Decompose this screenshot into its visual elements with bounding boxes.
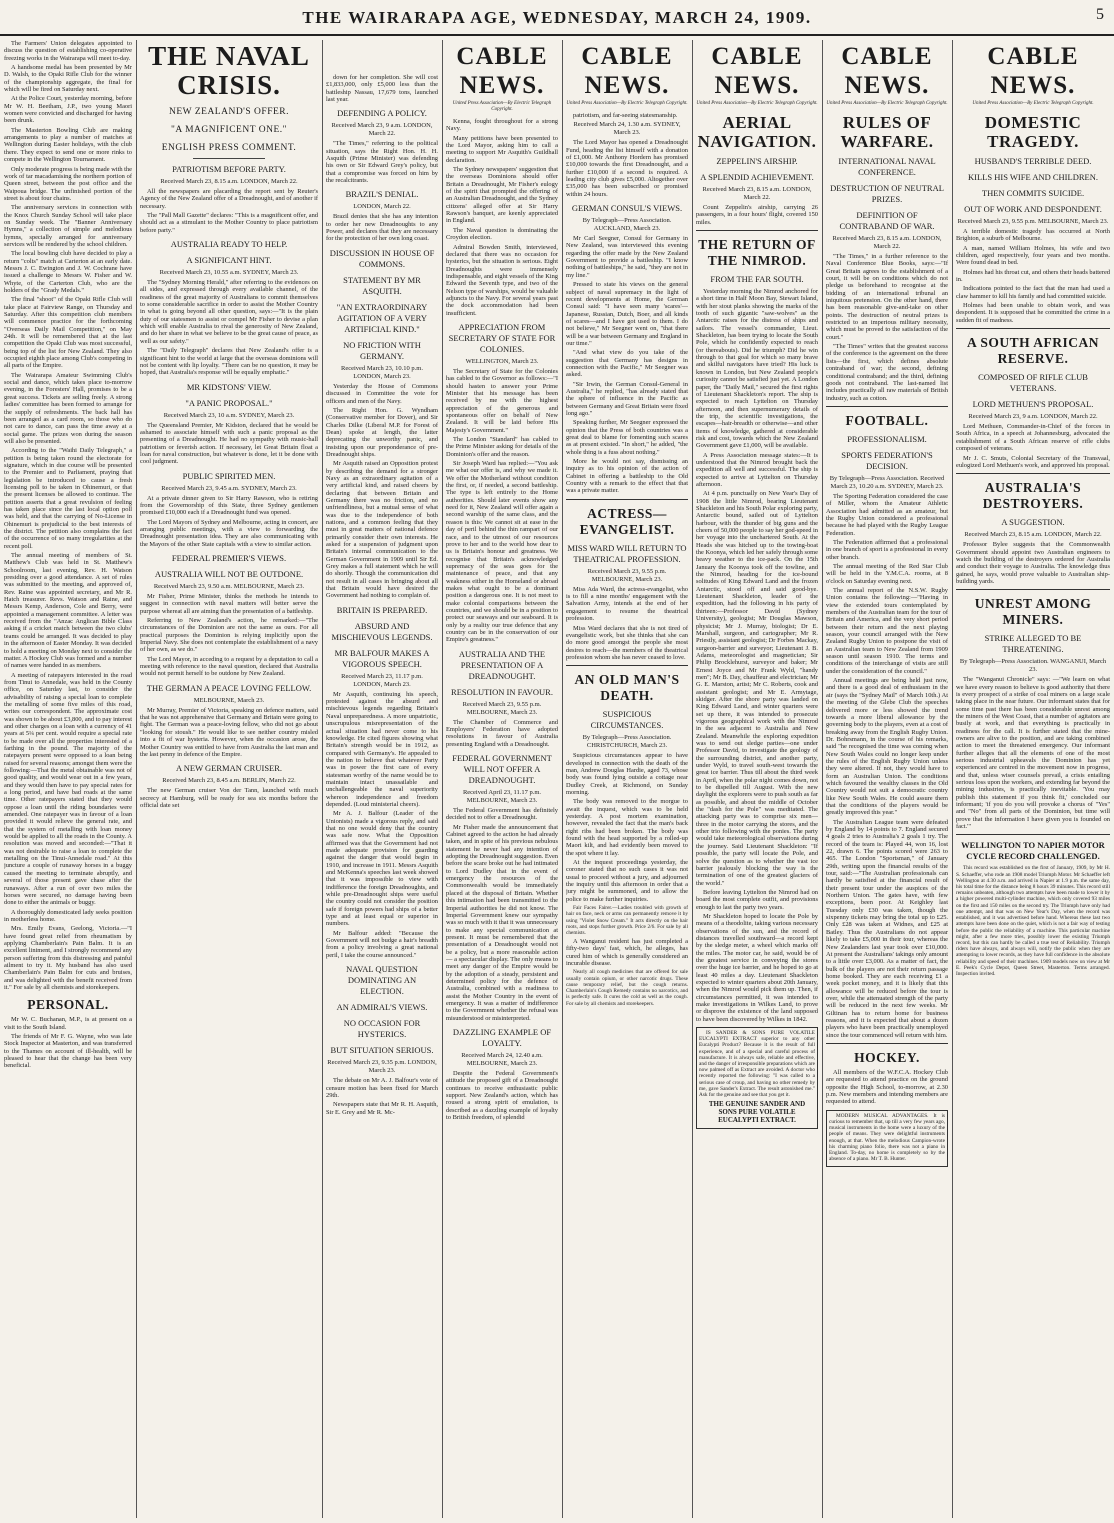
paragraph: A terrible domestic tragedy has occurred at North Brighton, a suburb of Melbourne. bbox=[956, 228, 1110, 243]
paragraph: The Right Hon. G. Wyndham (Conservative member for Dover), and Sir Charles Dilke (Liberal M.P. for Forest of Dean) spoke at length, the latter deprecating the unworthy panic, and insisting upon our preponderance of pre-Dreadnought ships. bbox=[326, 406, 438, 458]
paragraph: The Sporting Federation considered the case of Miller, whom the Amateur Athletic Association had admitted as an amateur, but the Rugby Union considered a professional because he had played with the Rugby League Federation. bbox=[826, 492, 948, 537]
paragraph: Mr J. C. Smuts, Colonial Secretary of the Transvaal, eulogized Lord Methuen's work, and approved his proposal. bbox=[956, 454, 1110, 469]
paragraph: Newspapers state that Mr R. H. Asquith, Sir E. Grey and Mr R. Mc- bbox=[326, 1101, 438, 1116]
column-7 bbox=[826, 40, 948, 1520]
column-6 bbox=[696, 40, 818, 1520]
paragraph: The Lord Mayor has opened a Dreadnought Fund, heading the list himself with a donation of £1,000. Mr Anthony Hordern has promised £10,000 towards the first Dreadnought, and a further £10,000 if a second is required. A leading city club gives £5,000. Altogether over £35,000 has been subscribed or promised within 24 hours. bbox=[566, 139, 688, 198]
dateline: WELLINGTON, March 23. bbox=[465, 357, 539, 365]
paragraph: The Farmers' Union delegates appointed to discuss the question of establishing co-operative freezing works in the Wairarapa will meet to-day. bbox=[4, 40, 132, 62]
credit-line: United Press Association—By Electric Telegraph Copyright. bbox=[566, 101, 688, 106]
paragraph: Indications pointed to the fact that the man had used a claw hammer to kill his family and had committed suicide. bbox=[956, 285, 1110, 300]
section-heading: A SIGNIFICANT HINT. bbox=[186, 255, 272, 266]
subheading: NEW ZEALAND'S OFFER. bbox=[169, 107, 289, 117]
paragraph: Lord Methuen, Commander-in-Chief of the forces in South Africa, in a speech at Johannesburg, advocated the establishment of a South African reserve of rifle clubs composed of veterans. bbox=[956, 423, 1110, 453]
credit-line: United Press Association—By Electric Telegraph Copyright. bbox=[696, 101, 818, 106]
section-heading: A NEW GERMAN CRUISER. bbox=[175, 763, 283, 774]
dateline: Received March 23, 11.17 p.m. LONDON, March 23. bbox=[341, 672, 423, 688]
paragraph: "And what view do you take of the suggestion that Germany has designs in connection with the Pacific," Mr Seegner was asked. bbox=[566, 349, 688, 379]
section-heading: APPRECIATION FROM SECRETARY OF STATE FOR COLONIES. bbox=[448, 321, 556, 354]
section-heading: INTERNATIONAL NAVAL CONFERENCE. bbox=[838, 156, 936, 177]
article-body bbox=[956, 541, 1110, 585]
dateline: By Telegraph—Press Association. Received March 23, 10.20 a.m. SYDNEY, March 23. bbox=[829, 474, 945, 490]
paragraph: The local bowling club have decided to play a return "colts" match at Carterton at an early date. Messrs J. C. Ewington and J. W. Cochrane have issued a challenge to Messrs W. Fisher and W. Whyte, of the Carterton Club, who are the holders of the "Grady Medals." bbox=[4, 250, 132, 294]
subheading: ENGLISH PRESS COMMENT. bbox=[161, 143, 297, 153]
paragraph: Mr Carl Seegner, Consul for Germany in New Zealand, was interviewed this evening regarding the offer made by the New Zealand Government to provide a battleship. "I know nothing of battleships," he said, "they are not in my line." bbox=[566, 235, 688, 279]
dateline: Received March 23, 9.50 a.m. MELBOURNE, March 23. bbox=[153, 583, 305, 590]
paragraph: Mr Murray, Premier of Victoria, speaking on defence matters, said that he was not apprehensive that Germany and Britain were going to fight. The German was a peace-loving fellow, who did not go about "looking for stoush." He would like to see neither country misled into a fit of war hysteria. However, when the occasion arose, the Mother Country was entitled to have from Australia the last man and the last penny in defence of the Empire. bbox=[140, 706, 318, 758]
article-body bbox=[566, 235, 688, 495]
dateline: Received March 23, 8.15 a.m. LONDON, March 22. bbox=[702, 186, 812, 201]
paragraph: The new German cruiser Von der Tann, launched with much secrecy at Hamburg, will be ready for sea six months before the official date set bbox=[140, 787, 318, 809]
section-heading: ABSURD AND MISCHIEVOUS LEGENDS. bbox=[331, 620, 433, 642]
article-body bbox=[326, 140, 438, 184]
dateline: Received March 23, 10.10 p.m. LONDON, March 23. bbox=[341, 364, 423, 380]
paragraph: The "Pall Mall Gazette" declares: "This is a magnificent offer, and should act as a stimulant to the Mother Country to place patriotism before party." bbox=[140, 212, 318, 234]
article-body bbox=[956, 865, 1110, 977]
section-heading: A SUGGESTION. bbox=[1001, 517, 1065, 528]
subheading: "A MAGNIFICENT ONE." bbox=[170, 125, 287, 135]
section-heading: MISS WARD WILL RETURN TO THEATRICAL PROFESSION. bbox=[567, 542, 687, 564]
paragraph: The Sydney newspapers' suggestion that the overseas Dominions should offer Britain a Dreadnought, Mr Fisher's eulogy of the spirit that prompted the offering of an Australian Dreadnought, and the Sydney citizens' alleged offer at Sir Harry Rawson's banquet, are keenly appreciated in England. bbox=[446, 166, 558, 225]
column-rule bbox=[562, 40, 563, 1518]
cable-news-heading: CABLE NEWS. bbox=[711, 43, 803, 99]
section-heading: MR BALFOUR MAKES A VIGOROUS SPEECH. bbox=[334, 647, 430, 669]
paragraph: "Sir Irwin, the German Consul-General in Australia," he replied, "has already stated that the sphere of influence in the Pacific as between Germany and Great Britain were fixed long ago." bbox=[566, 380, 688, 417]
dateline: By Telegraph—Press Association. CHRISTCHURCH, March 23. bbox=[582, 734, 672, 750]
paragraph: The Chamber of Commerce and Employers' Federation have adopted resolutions in favour of Australia presenting England with a Dreadnought. bbox=[446, 718, 558, 748]
section-heading: NAVAL QUESTION DOMINATING AN ELECTION. bbox=[346, 964, 418, 997]
section-heading: RESOLUTION IN FAVOUR. bbox=[451, 686, 553, 697]
dateline: Received March 23, 8.15 a.m. LONDON, March 22. bbox=[832, 235, 942, 250]
paragraph: Count Zeppelin's airship, carrying 26 passengers, in a four hours' flight, covered 150 miles. bbox=[696, 204, 818, 226]
section-heading: HUSBAND'S TERRIBLE DEED. bbox=[974, 156, 1092, 166]
paragraph: Before leaving Lyttelton the Nimrod had on board the most complete outfit, and provisions enough to last the party two years. bbox=[696, 888, 818, 911]
article-body bbox=[326, 1077, 438, 1116]
cable-news-heading: CABLE NEWS. bbox=[841, 43, 933, 99]
credit-line: United Press Association—By Electric Telegraph Copyright. bbox=[452, 101, 552, 112]
dateline: By Telegraph—Press Association. WANGANUI, March 23. bbox=[959, 658, 1107, 674]
article-body bbox=[956, 228, 1110, 324]
article-body bbox=[566, 938, 688, 967]
section-heading: "A PANIC PROPOSAL." bbox=[185, 397, 273, 408]
article-body bbox=[826, 493, 948, 1039]
paragraph: Mr Balfour added: "Because the Government will not budge a hair's breadth from a policy involving a great national peril, I take the course announced." bbox=[326, 929, 438, 959]
paragraph: A handsome medal has been presented by Mr D. Walsh, to the Opaki Rifle Club for the winner of the championship aggregate, the final for which will be fired on Saturday next. bbox=[4, 64, 132, 94]
dateline: Received March 23, 9.55 p.m. MELBOURNE, March 23. bbox=[957, 218, 1109, 225]
paragraph: The Lord Mayors of Sydney and Melbourne, acting in concert, are arranging public meetings, with a view to forwarding the Dreadnought presentation idea. They are also communicating with the Mayors of the other State capitals with a view to similar action. bbox=[140, 518, 318, 548]
article-body bbox=[446, 1070, 558, 1121]
section-heading: A SPLENDID ACHIEVEMENT. bbox=[700, 172, 814, 182]
paragraph: The "Sydney Morning Herald," after referring to the evidences on all sides, and expressed through every available channel, of the readiness of the great majority of Australians to commit themselves to some considerable sacrifice in order to assist the Mother Country in what is going beyond all other question, says:—"It is the plain duty of our statesmen to assist or compel Mr Fisher to devise a plan which will enable Australia to rival the generosity of New Zealand, and do her share in what we believe to be the great cause of peace, as well as our safety." bbox=[140, 279, 318, 345]
dateline: Received March 23, 8.45 a.m. BERLIN, March 22. bbox=[162, 777, 296, 785]
paragraph: Pressed to state his views on the general subject of naval supremacy in the light of recent developments at Home, the German Consul said: "I have seen many 'scares'—Japanese, Russian, Dutch, Boer, and all kinds of scares—and I have got used to them. I do not believe," Mr Seegner went on, "that there will be a war between Germany and England in our time." bbox=[566, 281, 688, 347]
article-body bbox=[140, 787, 318, 809]
paragraph: The annual report of the N.S.W. Rugby Union contains the following:—"Having in view the extended tours contemplated by members of the Australian team for the tour of Britain and America, and the very short period between their return and the next playing season, your council arranged with the New Zealand Rugby Union to postpone the visit of an Australian team to New Zealand from 1909 season until season 1910. The terms and conditions of the interchange of visits are still under the consideration of the council." bbox=[826, 587, 948, 675]
advertisement-title: THE GENUINE SANDER AND SONS PURE VOLATILE EUCALYPTI EXTRACT. bbox=[708, 1100, 806, 1125]
article-body bbox=[446, 368, 558, 644]
dateline: Received March 23, 9 a.m. LONDON, March 22. bbox=[968, 413, 1098, 421]
paragraph: Only moderate progress is being made with the work of tar macadamising the northern portion of Queen street, between the post office and the Waipoua bridge. The unfinished portion of the street is about four chains. bbox=[4, 165, 132, 202]
section-heading: STATEMENT BY MR ASQUITH. bbox=[343, 274, 421, 296]
dateline: By Telegraph—Press Association. AUCKLAND, March 23. bbox=[582, 217, 672, 233]
section-heading: SPORTS FEDERATION'S DECISION. bbox=[841, 449, 933, 471]
cable-news-heading: CABLE NEWS. bbox=[456, 43, 548, 99]
paragraph: Many petitions have been presented to the Lord Mayor, asking him to call a meeting to support Mr Asquith's Guildhall declaration. bbox=[446, 134, 558, 164]
section-heading: "AN EXTRAORDINARY AGITATION OF A VERY ARTIFICIAL KIND." bbox=[336, 301, 428, 334]
section-heading: NO FRICTION WITH GERMANY. bbox=[343, 339, 421, 361]
personal-heading: PERSONAL. bbox=[27, 997, 109, 1013]
paragraph: Mr W. C. Buchanan, M.P., is at present on a visit to the South Island. bbox=[4, 1016, 132, 1031]
article-body bbox=[326, 74, 438, 103]
paragraph: At 4 p.m. punctually on New Year's Day of 1908 the little Nimrod, bearing Lieutenant Shackleton and his South Polar exploring party, Antarctic bound, sailed out of Lyttelton harbour, with the thunder of big guns and the cheers of 50,000 people to say her god-speed in her voyage into the unchartered South. At the Heads she was hitched up to the towing-boat the Koonya, which led her safely through some heavy weather to the ice-pack. On the 15th January the Koonya took off the towline, and the Nimrod, heading for the ice-bound solitudes of King Edward Land and the frozen Antarctic, stood off and said good-bye. Lieutenant Shackleton, leader of the expedition, had the following in his party of thirteen:—Professor David (Sydney University), geologist; Mr Douglas Mawson, physicist; Mr J. Murray, biologist; Dr E. Marshall, surgeon, and cartographer; Mr R. Priestly, assistant geologist; Dr Forbes Mackay, surgeon-barrier and surveyor; Lieutenant J. B. Adams, meteorologist and magnetician; Sir Philip Brocklehurst, surveyor and baker; Mr Ernest Joyce and Mr Frank Wyld, "handy men"; Mr B. Day, chauffeur and electrician; Mr G. E. Marston, artist; Mr C. Roberts, cook and assistant geologist; and Mr E. Armytage, skidger. After the shore party was landed on King Edward Land, and winter quarters were set up there, it was intended to prosecute vigorous geographical work with the Nimrod in the sea adjacent to Australia and New Zealand. Meanwhile the exploring expedition was to send out sledge parties—one under Professor David, to investigate the geology of the surrounding district, and another party, under Wyld, to travel south-west towards the great ice barrier. Thus till about the third week in April, when the polar night comes down, not to be dispelled till August. With the new daylight the explorers were to push south as far as possible, and about the middle of October the "dash for the Pole" was meditated. The attacking party was to comprise six men—three in the motor carrying the stores, and the other trio following with the ponies. The party would take meteorological observations during the journey. Said Lieutenant Shackleton: "If possible, the party will locate the Pole, and solve the question as to whether the vast ice barrier jealously blocking the way is the termination of one of the greatest glaciers of the world." bbox=[696, 490, 818, 887]
paragraph: All the newspapers are placarding the report sent by Reuter's Agency of the New Zealand offer of a Dreadnought, and of another if necessary. bbox=[140, 188, 318, 210]
article-body bbox=[326, 383, 438, 600]
paragraph: Professor Bylee suggests that the Commonwealth Government should appoint two Australian engineers to watch the building of the destroyers ordered for Australia and conduct their voyage to Australia. The knowledge thus gained, he says, would prove valuable to Australian ship-building yards. bbox=[956, 541, 1110, 585]
paragraph: The Queensland Premier, Mr Kidston, declared that he would be ashamed to associate himself with such a panic proposal as the presenting of a Dreadnought. He had no sympathy with music-hall patriotism or feverish action. If necessary, let Great Britain float a loan for naval construction, but whatever is done, let it be done with cool judgment. bbox=[140, 421, 318, 466]
paragraph: The Naval question is dominating the Croydon election. bbox=[446, 226, 558, 242]
article-body bbox=[826, 1069, 948, 1106]
paragraph: "The Times," referring to the political situation, says the Right Hon. H. H. Asquith (Prime Minister) was defending his own or Sir Edward Grey's policy, but that a compromise was forced on him by the recalcitrants. bbox=[326, 140, 438, 185]
section-heading: MR KIDSTONS' VIEW. bbox=[186, 381, 272, 392]
dateline: Received March 23, 9.35 p.m. LONDON, March 23. bbox=[327, 1059, 437, 1075]
section-heading-large: HOCKEY. bbox=[854, 1049, 920, 1065]
section-heading-large: RULES OF WARFARE. bbox=[840, 113, 934, 151]
section-heading-large: AN OLD MAN'S DEATH. bbox=[574, 672, 680, 704]
paragraph: The anniversary services in connection with the Knox Church Sunday School will take place on Sunday week. The "Banner Anniversary Hymns," a collection of simple and melodious hymns, specially arranged for anniversary services will be rendered by the school children. bbox=[4, 204, 132, 248]
column-rule bbox=[952, 40, 953, 1518]
paragraph: This record was established on the first of January, 1909, by Mr H. S. Schaeffer, who rode an 1908 model Triumph Motor. Mr Schaeffer left Wellington at 4.30 a.m. and arrived in Napier at 1.9 p.m. the same day, his total time for the distance being 8 hours 39 minutes. This record still remains unbeaten, although two attempts have been made to lower it by a higher powered multi-cylinder machine, which only covered 93 miles on the first and 150 miles on the second try. The Triumph have only had one attempt, and that was on New Year's Day, when the record was established, and it was advertised before hand. Whereas these last two attempts have been done on the quiet, which is not a fair way of testing before the public the reliability of a machine. This particular machine might, after a few more tries, possibly lower the existing Triumph record, but this can hardly be called a true test of Reliability. Triumph riders have always, and always will, notify the public when they are attempting to lower records, as they have full confidence in the absolute reliability and speed of their machines. 1909 models now on view at Mr E. Peek's Cycle Depot, Queen Street, Masterton. Terms arranged. Inspection invited. bbox=[956, 865, 1110, 977]
paragraph: More he would not say, dismissing an inquiry as to his opinion of the action of Cabinet in offering a battleship to the Old Country with a remark to the effect that that was a private matter. bbox=[566, 458, 688, 495]
paragraph: The Federal Government has definitely decided not to offer a Dreadnought. bbox=[446, 807, 558, 822]
section-heading: THE GERMAN A PEACE LOVING FELLOW. bbox=[146, 682, 312, 693]
advertisement: Fair Faces Fairer.—Ladies troubled with growth of hair on face, neck or arms can permanently remove it by using "Violet Snow Cream." It acts directly on the hair roots, and stops further growth. Price 2/6. For sale by all chemists. bbox=[566, 905, 688, 936]
dateline: Received March 24, 12.40 a.m. MELBOURNE, March 23. bbox=[461, 1052, 543, 1067]
column-4 bbox=[446, 40, 558, 1520]
dateline: Received March 23, 9.55 p.m. MELBOURNE, March 23. bbox=[587, 567, 667, 583]
paragraph: According to the "Waihi Daily Telegraph," a petition is being taken round the electorate for signature, which in due course will be presented to the Premier and to Parliament, praying that legislation be introduced to cause a fresh licensing poll to be taken in Ohinemuri, or that the present licenses be allowed to continue. The petition asserts that a great revulsion of feeling has taken place since the last local option poll was held, and that the carrying of No-License in Ohinemuri is prejudicial to the best interests of the district. The petition also complains the fact of the occurrence of so many irregularities at the recent poll. bbox=[4, 447, 132, 550]
column-rule bbox=[822, 40, 823, 1518]
paragraph: A meeting of ratepayers interested in the road from Tinui to Annedale, was held in the County office, on Saturday last, to consider the advisability of raising a special loan to complete the metalling of some five miles of this road, writes our correspondent. The approximate cost was shown to be about £3,800, and to pay interest and other charges on a loan with a currency of 41 years at 5¼ per cent. would require a special rate to be made over all the properties interested of a farthing in the pound. The majority of the ratepayers present were opposed to a loan being raised for several reasons; amongst them were the following:—That the metal obtainable was not of good quality, and would wear out in a few years, and they would then have to pay special rates for a long period, and have bad roads at the same time. Other ratepayers stated that they would oppose a loan until the riding boundaries were amended. One ratepayer was in favour of a loan provided it would relieve the general rate, and that the system of metalling with loan money would be applied to all the roads in the County. A resolution was moved and seconded:—"That it was not desirable to raise a loan to complete the metalling on the Tinui-Annedale road." At this juncture a couple of runaway horses in a buggy caused the meeting to terminate abruptly, and several of those present gave chase after the runaways. After a run of over two miles the horses were secured, no damage having been done to either the animals or buggy. bbox=[4, 671, 132, 907]
paragraph: The "Daily Telegraph" declares that New Zealand's offer is a significant hint to the world at large that the overseas dominions will not be content with lip loyalty. "There can be no question, it may be hoped, that Australia's response will be equally emphatic." bbox=[140, 347, 318, 377]
column-rule bbox=[692, 40, 693, 1518]
article-body bbox=[566, 586, 688, 661]
masthead bbox=[0, 0, 1114, 36]
section-heading: DESTRUCTION OF NEUTRAL PRIZES. bbox=[830, 183, 944, 204]
paragraph: Miss Ada Ward, the actress-evangelist, who is to fill a nine months' engagement with the Salvation Army, intends at the end of her engagement to resume the theatrical profession. bbox=[566, 585, 688, 623]
paragraph: The Australian League team were defeated by England by 14 points to 7. England secured 4 goals 2 tries to Australia's 2 goals 1 try. The record of the team is: Played 44, won 16, lost 22, drawn 6. The points scored were 263 to 465. The London "Sportsman," of January 29th, writing upon the financial results of the tour, said:—"The Australian professionals can hardly be satisfied at the financial result of their present tour under the auspices of the Northern Union. The gates have, with few exceptions, been poor. At Keighley last Tuesday only £30 was taken, though the sixpenny tickets may bring the total up to £25. Only £28 was taken at Widnes, and £25 at Batley. Thus the Australians do not appear likely to take £5,000 in their tour, whereas the New Zealanders last year took over £10,000. At present the Australians' takings only amount to a little over £3,000. As a matter of fact, the bulk of the players are not their return passage home booked. They are each receiving £1 a week pocket money, and it is likely that this allowance will be reduced before the tour is over, while the attenuated strength of the party will be reduced in the next few weeks. Mr Giltinan has to return home for business reasons, and it is expected that about a dozen players who have been practically unemployed since the tour commenced will return with him. bbox=[826, 818, 948, 1039]
dateline: Received March 24, 1.30 a.m. SYDNEY, March 23. bbox=[573, 121, 681, 137]
paragraph: Suspicious circumstances appear to have developed in connection with the death of the man, Andrew Douglas Hardie, aged 73, whose body was found lying outside a cottage near Dudley Creek, at Richmond, on Sunday morning. bbox=[566, 752, 688, 796]
article-body bbox=[446, 719, 558, 748]
section-heading: THEN COMMITS SUICIDE. bbox=[981, 188, 1085, 198]
section-heading: WELLINGTON TO NAPIER MOTOR CYCLE RECORD CHALLENGED. bbox=[961, 840, 1105, 862]
paragraph: "The Times," in a further reference to the Naval Conference Blue Books, says:—"If Great Britain agrees to the establishment of a court, it will be on conditions which do not pledge us beforehand to recognise at the bidding of an international tribunal an iniquitous pretension. On the other hand, there has been reasonable give-and-take on other points. The destruction of neutral prizes is restricted to an imperious military necessity, which must be proved to the satisfaction of the court." bbox=[826, 253, 948, 341]
dateline: Received March 23, 10 a.m. SYDNEY, March 23. bbox=[163, 411, 295, 419]
paragraph: The body was removed to the morgue to await the inquest, which was to be held yesterday. A post mortem examination, however, revealed the fact that the man's back right ribs had been broken. The body was found with the head supported by a rolled-up Maori kilt, and had evidently been moved to the spot where it lay. bbox=[566, 798, 688, 857]
column-2 bbox=[140, 40, 318, 1520]
article-body bbox=[956, 676, 1110, 830]
credit-line: United Press Association—By Electric Telegraph Copyright. bbox=[972, 101, 1094, 106]
paragraph: The annual meeting of the Red Star Club will be held in the Y.M.C.A. rooms, at 8 o'clock on Saturday evening next. bbox=[826, 562, 948, 585]
paragraph: A Press Association message states:—It is understood that the Nimrod brought back the expedition all well and successful. The ship is expected to arrive at Lyttelton on Thursday afternoon. bbox=[696, 451, 818, 488]
article-body bbox=[566, 139, 688, 198]
section-heading-large: DOMESTIC TRAGEDY. bbox=[984, 113, 1082, 151]
paragraph: A Wanganui resident has just completed a fifty-two days' fast, which, he alleges, has cured him of which is generally considered an incurable disease. bbox=[566, 938, 688, 968]
section-heading: AUSTRALIA WILL NOT BE OUTDONE. bbox=[154, 569, 304, 579]
dateline: Received March 23, 9 a.m. LONDON, March 22. bbox=[331, 122, 433, 138]
paragraph: Yesterday the House of Commons discussed in Committee the vote for officers and men of the Navy. bbox=[326, 382, 438, 405]
column-1 bbox=[4, 40, 132, 1520]
paragraph: patriotism, and far-seeing statesmanship. bbox=[573, 112, 678, 119]
section-heading: ZEPPELIN'S AIRSHIP. bbox=[716, 156, 798, 166]
section-heading: SUSPICIOUS CIRCUMSTANCES. bbox=[590, 709, 664, 731]
article-body bbox=[140, 279, 318, 376]
dateline: Received March 23, 9.55 p.m. MELBOURNE, March 23. bbox=[462, 700, 542, 716]
paragraph: Despite the Federal Government's attitude the proposed gift of a Dreadnought continues to receive enthusiastic public support. New Zealand's action, which has roused a strong spirit of emulation, is described as a dazzling example of loyalty to British freedom, of splendid bbox=[446, 1070, 558, 1122]
section-heading: AN ADMIRAL'S VIEWS. bbox=[336, 1002, 428, 1013]
dateline: LONDON, March 22. bbox=[353, 203, 411, 211]
column-3 bbox=[326, 40, 438, 1520]
section-heading: DAZZLING EXAMPLE OF LOYALTY. bbox=[452, 1027, 552, 1048]
section-heading: DEFENDING A POLICY. bbox=[337, 108, 427, 119]
column-rule bbox=[442, 40, 443, 1518]
section-heading: PROFESSIONALISM. bbox=[847, 433, 927, 444]
paragraph: The final "shoot" of the Opaki Rifle Club will take place at Fairview Range, on Thursday and Saturday. After this competition club members will commence practice for the forthcoming "Overseas Daily Mail Competition," on May 24th. It will be remembered that at the last competition the Opaki Club was most successful, being top of the list for New Zealand. They also occupied eighth place among Club's competing in all parts of the Empire. bbox=[4, 296, 132, 370]
article-body bbox=[140, 422, 318, 466]
section-heading: DISCUSSION IN HOUSE OF COMMONS. bbox=[329, 247, 435, 269]
paragraph: Sir Joseph Ward has replied:—"You ask me what our offer is, and why we made it. We offer the Motherland without condition the first, or, if needed, a second battleship. The type is left entirely to the Home authorities. Should later events show any need for it, New Zealand will offer again a second warship of the same class, and the reason is this: We cannot sit at ease in the day of peril behind the thin rampart of our race, and to the utmost of our resources prove to her and to the world how dear to us is Britain's honour and greatness. We recognise that Britain's acknowledged supremacy of the seas goes for the maintenance of peace, and that any weakness either in the Homeland or abroad makes what ought to be a dominant position a dangerous one. It is not meet to make colonial comparisons between the countries, and we should be in a position to protect our seaways and our seaboard. It is only by a reality our true defence that any country can be in the conservation of our Empire's greatness." bbox=[446, 460, 558, 644]
paragraph: Holmes had his throat cut, and others their heads battered in. bbox=[956, 268, 1110, 284]
paragraph: The debate on Mr A. J. Balfour's vote of censure motion has been fixed for March 29th. bbox=[326, 1077, 438, 1099]
paragraph: Holmes had been unable to obtain work, and was despondent. It is supposed that he committed the crime in a sudden fit of madness. bbox=[956, 302, 1110, 324]
section-heading: BRAZIL'S DENIAL. bbox=[345, 189, 419, 200]
advertisement: IS SANDER & SONS PURE VOLATILE EUCALYPTI EXTRACT superior to any other Eucalypti Product? Because it is the result of full experience, and of a special and careful process of manufacture. It is always safe, reliable and effective, and the danger of irresponsible preparations which are now palmed off as Extract are avoided. A doctor who recently reported the following: "I was called to a serious case of croup, and having no other remedy by me, gave Sander's Extract. The result astonished me." Ask for the genuine and see that you get it. bbox=[699, 1030, 815, 1099]
section-heading: PUBLIC SPIRITED MEN. bbox=[182, 470, 276, 481]
paragraph: Yesterday morning the Nimrod anchored for a short time in Half Moon Bay, Stewart Island, with her stout planks showing the marks of the tooth of such gigantic "saw-wolves" as the Antarctic raises for the distress of ships and sailors. The vessel's commander, Lieut. Shackleton, has been trying to locate the South Pole, which he confidently expected to reach (or thereabouts). Did he triumph? Did he win through to that goal for which so many brave and skilful navigators have tried? His luck is known in London, but New Zealand people's curiosity cannot be satisfied just yet. A London paper, the "Daily Mail," secured the first rights of Lieutenant Shackleton's report. The ship is expected to reach Lyttelton on Thursday afternoon, and then supernumerary details of the trip, the scientific investigations, the escapes—hair-breadth or otherwise—and other items of knowledge, gathered at considerable risk and cost, towards which the New Zealand Government gave £1,000, will be available. bbox=[696, 288, 818, 450]
paragraph: Mr Fisher, Prime Minister, thinks the methods he intends to suggest in connection with naval matters will better serve the purpose whereat all are aiming than the presentation of a battleship. bbox=[140, 593, 318, 615]
section-heading: AUSTRALIA AND THE PRESENTATION OF A DREADNOUGHT. bbox=[458, 648, 546, 681]
article-body bbox=[566, 752, 688, 903]
dateline: Received March 23, 8.15 a.m. LONDON, March 22. bbox=[160, 178, 298, 185]
column-rule bbox=[136, 40, 137, 1518]
dateline: Received April 23, 11.17 p.m. MELBOURNE, March 23. bbox=[462, 789, 542, 805]
section-heading: DEFINITION OF CONTRABAND OF WAR. bbox=[839, 210, 935, 231]
section-heading: COMPOSED OF RIFLE CLUB VETERANS. bbox=[978, 372, 1088, 394]
article-body bbox=[326, 213, 438, 242]
article-body bbox=[140, 593, 318, 678]
article-body bbox=[826, 253, 948, 402]
article-body bbox=[566, 112, 688, 119]
column-8 bbox=[956, 40, 1110, 1520]
paragraph: A thoroughly domesticated lady seeks position in motherless home. bbox=[4, 908, 132, 923]
article-body bbox=[696, 204, 818, 226]
section-heading-large: AUSTRALIA'S DESTROYERS. bbox=[982, 480, 1084, 512]
column-rule bbox=[322, 40, 323, 1518]
section-heading: NO OCCASION FOR HYSTERICS. bbox=[343, 1018, 421, 1040]
paragraph: Kenna, fought throughout for a strong Navy. bbox=[446, 118, 558, 133]
section-heading: FEDERAL PREMIER'S VIEWS. bbox=[171, 553, 287, 563]
paragraph: All members of the W.F.C.A. Hockey Club are requested to attend practice on the ground opposite the High School, to-morrow, at 2.30 p.m. New members and intending members are requested to attend. bbox=[826, 1068, 948, 1106]
cable-news-heading: CABLE NEWS. bbox=[987, 43, 1079, 99]
section-heading: OUT OF WORK AND DESPONDENT. bbox=[964, 204, 1102, 214]
cable-news-heading: CABLE NEWS. bbox=[581, 43, 673, 99]
dateline: Received March 23, 10.55 a.m. SYDNEY, March 23. bbox=[159, 269, 299, 277]
section-heading-large: UNREST AMONG MINERS. bbox=[974, 596, 1092, 628]
section-heading: LORD METHUEN'S PROPOSAL. bbox=[972, 399, 1094, 410]
paragraph: The friends of Mr F. G. Wayne, who was late Stock Inspector at Masterton, and was transferred to the Thames on account of ill-health, will be pleased to hear that the change has been very beneficial. bbox=[4, 1033, 132, 1070]
paragraph: Admiral Bowden Smith, interviewed, declared that there was no occasion for hysterics, but the situation is serious. Eight Dreadnoughts were immensely indispensable, and eight vessels of the King Edward the Seventh type, and two of the Nelson type of warships, would be valuable adjuncts to the Navy. For several years past the dock accommodation had been insufficient. bbox=[446, 243, 558, 317]
naval-crisis-headline: THE NAVAL CRISIS. bbox=[148, 41, 310, 100]
article-body bbox=[140, 188, 318, 234]
section-heading-large: ACTRESS—EVANGELIST. bbox=[579, 505, 675, 537]
section-heading: BRITAIN IS PREPARED. bbox=[336, 604, 428, 615]
section-heading: AUSTRALIA READY TO HELP. bbox=[170, 239, 288, 250]
paragraph: Speaking further, Mr Seegner expressed the opinion that the Press of both countries was a great deal to blame for fomenting such scares as at present existed. "In short," he added, "the whole thing is a fuss about nothing." bbox=[566, 419, 688, 456]
paragraph: Referring to New Zealand's action, he remarked:—"The circumstances of the Dominion are not the same as ours. For all practical purposes the Dominion is relying implicitly upon the Imperial Navy. She does not contemplate the establishment of a navy of her own, as we do." bbox=[140, 617, 318, 654]
section-heading-large: THE RETURN OF THE NIMROD. bbox=[698, 237, 816, 269]
page-number: 5 bbox=[1096, 6, 1104, 23]
section-heading: BUT SITUATION SERIOUS. bbox=[330, 1045, 434, 1056]
section-heading: STRIKE ALLEGED TO BE THREATENING. bbox=[984, 633, 1082, 655]
section-heading: FROM THE FAR SOUTH. bbox=[710, 274, 804, 285]
paragraph: The London "Standard" has cabled to the Prime Minister asking for details of the Dominion's offer and the reason. bbox=[446, 436, 558, 458]
column-5 bbox=[566, 40, 688, 1520]
paragraph: Mr Shackleton hoped to locate the Pole by means of a theodolite, taking various necessary observations of the sun, and the record of distances travelled southward—a record kept by the sledge meter, a wheel which marks off the miles. The motor car, he said, would be of the greatest service in conveying the stores over the huge ice barrier, and he hoped to go at least 40 miles a day. Lieutenant Shackleton expected to winter quarters about 20th January, when the Nimrod would pick them up. Then, if circumstances permitted, it was intended to make investigations in Wilkes Land, to prove or disprove the existence of the land supposed to have been discovered by Wilkes in 1842. bbox=[696, 912, 818, 1023]
local-news bbox=[4, 40, 132, 991]
article-body bbox=[696, 288, 818, 1023]
paragraph: Mrs. Emily Evans, Geelong, Victoria.—"I have found great relief from rheumatism by applying Chamberlain's Pain Balm. It is an excellent liniment, and I strongly recommend any person suffering from this distressing and painful ailment to try it. My husband has also used Chamberlain's Pain Balm for cuts and bruises, and was delighted with the benefit received from it." For sale by all chemists and storekeepers. bbox=[4, 925, 132, 991]
paragraph: At the inquest proceedings yesterday, the coroner stated that no such cases it was not usual to proceed without a jury, and adjourned the inquiry until this afternoon in order that a jury might be summoned, and to allow the police to make further inquiries. bbox=[566, 859, 688, 903]
advertisement: MODERN MUSICAL ADVANTAGES. It is curious to remember that, up till a very few years ago, musical instruments in the home were a luxury of the people of means. They were delightful instruments enough, at that. When the melodious Campion-wrote his charming piano folio, there was not a piano in England. To-day, no home is completely so by the absence of a piano. Mr T. B. Hunter. bbox=[829, 1112, 945, 1163]
section-heading-large: FOOTBALL. bbox=[845, 412, 929, 428]
paragraph: The "Wanganui Chronicle" says: —"We learn on what we have every reason to believe is good authority that there is every prospect of a strike of coal miners on a large scale taking place in the near future. Our informant states that for some time past there has been considerable unrest among the miners of the West Coast, that a number of agitators are busily at work, and that everything is practically in readiness for the call. It is further stated that the mine-owners are alive to the position, and are taking combined action to meet the threatened emergency. Our informant further alleges that all the elements of one of the most serious industrial upheavals the Dominion has yet experienced are centred in the movement now in progress, and that, unless wiser counsels prevail, a crisis entailing serious loss upon the workers, and extending far beyond the mining industries, is practically inevitable. 'You may publish this statement if you think fit,' concluded our informant; 'if you do you will provoke a chorus of "Yes" and "No" from all parts of the Dominion, but time will prove that the information I have given you is founded on fact.'" bbox=[956, 676, 1110, 831]
paragraph: The annual meeting of members of St. Matthew's Club was held in St. Matthew's Schoolroom, last evening, Rev. H. Watson presiding over a good attendance. A set of rules was submitted to the meeting, and approved of, Rev. Raine was appointed secretary, and Mr R. Hatch treasurer. Revs. Watson and Raine, and Messrs Kemp, Anderson, Cole and Berry, were appointed a management committee. A letter was received from the "Anzac Anglican Bible Class asking if a cricket match between the two clubs' teams could be arranged. It was decided to play in the afternoon of Easter Monday. It was decided to hold a meeting on Monday next to consider the matter. A Hockey Club was formed and a number of names were handed in as members. bbox=[4, 552, 132, 670]
paragraph: Brazil denies that she has any intention to order her new Dreadnoughts to any Power, and declares that they are necessary for the protection of her own long coast. bbox=[326, 213, 438, 243]
paragraph: The Federation affirmed that a professional in one branch of sport is a professional in every other branch. bbox=[826, 538, 948, 561]
paragraph: At a private dinner given to Sir Harry Rawson, who is retiring from the Governorship of this State, three Sydney gentlemen promised £10,000 each if a Dreadnought fund was opened. bbox=[140, 494, 318, 517]
masthead-title: THE WAIRARAPA AGE, WEDNESDAY, MARCH 24, 1909. bbox=[302, 8, 812, 27]
dateline: Received March 23, 9.45 a.m. SYDNEY, March 23. bbox=[161, 484, 297, 492]
section-heading: PATRIOTISM BEFORE PARTY. bbox=[172, 164, 286, 174]
article-body bbox=[446, 807, 558, 1022]
section-heading-large: AERIAL NAVIGATION. bbox=[697, 113, 817, 151]
paragraph: Mr Fisher made the announcement that Cabinet agreed to the action he had already taken, and in spite of his previous nebulous statement he never had any intention of adopting the Dreadnought suggestion. Even before the scare broke out he had intimated to Lord Dudley that in the event of emergency the resources of the Commonwealth would be immediately placed at the disposal of Britain. Whether this intimation had been transmitted to the Imperial authorities he did not know. The Imperial Government knew our sympathy was so much with it that it was unnecessary to make any special communication at present. It must be remembered that the presentation of a Dreadnought would not be a policy, but a more reasonable action — a spectacular display. The only means to meet any danger of the Empire would be by the adoption of a steady, persistent and determined policy for the defence of Australia, combined with a readiness to assist the Mother Country in the event of emergency. It was a matter of indifference to the Government whether the refusal was misunderstood or misinterpreted. bbox=[446, 823, 558, 1022]
article-body bbox=[140, 495, 318, 548]
section-heading: KILLS HIS WIFE AND CHILDREN. bbox=[968, 172, 1098, 182]
dateline: Received March 23, 8.15 a.m. LONDON, March 22. bbox=[964, 531, 1102, 539]
paragraph: At the Police Court, yesterday morning, before Mr W. H. Beetham, J.P., two young Maori women were convicted and discharged for having been drunk. bbox=[4, 95, 132, 125]
section-heading-large: A SOUTH AFRICAN RESERVE. bbox=[966, 335, 1100, 367]
paragraph: The Secretary of State for the Colonies has cabled to the Governor as follows:—"I should hasten to answer your Prime Minister that his message has been received by me with the highest appreciation of the generous and spontaneous offer on behalf of New Zealand. It will be laid before His Majesty's Government." bbox=[446, 367, 558, 434]
paragraph: Mr Asquith raised an Opposition protest by describing the demand for a stronger Navy as an extraordinary agitation of a very artificial kind, and raised cheers by declaring that between Britain and Germany there was no friction, and no unfriendliness, but a mutual sense of what was due to the independence of both nations, and a common feeling that they must in great matters of national defence primarily consider their own interests. He asked for a suspension of judgment upon Britain's internal communication to the German Government in 1909 until Sir Ed. Grey makes a full statement which he will do shortly. Though the communication did not result in all cases in bringing about all that Britain would have desired the Government had nothing to complain of. bbox=[326, 460, 438, 600]
article-body bbox=[446, 118, 558, 317]
article-body bbox=[140, 707, 318, 758]
paragraph: down for her completion. She will cost £1,833,000, only £5,000 less than the battleship Nassau, 17,679 tons, launched last year. bbox=[326, 74, 438, 104]
paragraph: The Wairarapa Amateur Swimming Club's social and dance, which takes place to-morrow evening, in the Foresters' Hall, promises to be a great success. Tickets are selling freely. A strong ladies' committee has been formed to arrange for the supply of refreshments. The back hall has been arranged as a card room, so those who do not care to dance, can pass the time away at a social game. The prizes won during the season will also be presented. bbox=[4, 371, 132, 445]
paragraph: A man, named William Holmes, his wife and two children, aged respectively, four years and two months. Were found dead in bed. bbox=[956, 244, 1110, 267]
paragraph: Annual meetings are being held just now, and there is a good deal of enthusiasm in the air (says the "Sydney Mail" of March 10th.) At the meeting of the Glebe Club the speeches delivered more or less showed the trend towards a more liberal allowance by the governing body to the players, even at a cost of breaking away from the English Rugby Union. Dr. Bohrsmann, in the course of his remarks, said "he recognised the time was coming when New South Wales could no longer keep under the rules of the English Rugby Union unless they were altered. If not, they would have to form an Australian Union. The conditions which favoured the wealthy classes in the Old Country would not suit a democratic country like New South Wales. He could assure them that the conditions of the players would be greatly improved this year." bbox=[826, 677, 948, 817]
paragraph: The Masterton Bowling Club are making arrangements to play a number of matches at Wellington during Easter holidays, with the club there. They expect to send one or more rinks to compete in the Wellington Tournament. bbox=[4, 126, 132, 164]
personal-news bbox=[4, 1016, 132, 1069]
paragraph: "The Times" writes that the greatest success of the conference is the agreement on the three lists—the first, which defines absolute contraband of war; the second, defining conditional contraband; and the third, defining goods not contraband. The last-named list includes practically all raw materials of British industry, such as cotton. bbox=[826, 343, 948, 402]
article-body bbox=[326, 691, 438, 959]
advertisement: Nearly all cough medicines that are offered for sale usually contain opium, or other narcotic drugs. These cause temporary relief, but the cough returns. Chamberlain's Cough Remedy contains no narcotics, and is perfectly safe. It cures the cold as well as the cough. For sale by all chemists and storekeepers. bbox=[566, 969, 688, 1007]
article-body bbox=[956, 423, 1110, 469]
section-heading: FEDERAL GOVERNMENT WILL NOT OFFER A DREADNOUGHT. bbox=[452, 753, 552, 786]
dateline: MELBOURNE, March 23. bbox=[193, 696, 265, 704]
paragraph: Mr Asquith, continuing his speech, protested against the absurd and mischievous legends regarding Britain's Naval unpreparedness. A more unpatriotic, unscrupulous misrepresentation of the actual situation had never come to his knowledge. He cited figures showing what Britain's strength would be in 1912, as compared with Germany's. He appealed to the nation to believe that whatever Party was in power the first care of every statesman worthy of the name would be to maintain intact unassailable and unchallengeable the naval superiority whereon independence and freedom depended. (Loud ministerial cheers). bbox=[326, 690, 438, 808]
paragraph: Mr A. J. Balfour (Leader of the Unionists) made a vigorous reply, and said that no one would deny that the country was safe now. What the Opposition affirmed was that the Government had not made adequate provision for guarding against the danger that would begin in 1910, and increase in 1911. Messrs Asquith and McKenna's speeches last week showed that it was impossible to view with indifference the foreign Dreadnoughts, and while pre-Dreadnought ships were useful the country could not consider the position safe if foreign powers had ships of a better type and at least equal or superior in numbers. bbox=[326, 810, 438, 928]
paragraph: Miss Ward declares that she is not tired of evangelistic work, but she thinks that she can do more good amongst the people she most desires to reach—the members of the theatrical profession whom she has never ceased to love. bbox=[566, 624, 688, 661]
credit-line: United Press Association—By Electric Telegraph Copyright. bbox=[826, 101, 948, 106]
paragraph: The Lord Mayor, in acceding to a request by a deputation to call a meeting with reference to the naval question, declared that Australia would not permit herself to be outdone by New Zealand. bbox=[140, 655, 318, 678]
section-heading: GERMAN CONSUL'S VIEWS. bbox=[571, 203, 683, 214]
